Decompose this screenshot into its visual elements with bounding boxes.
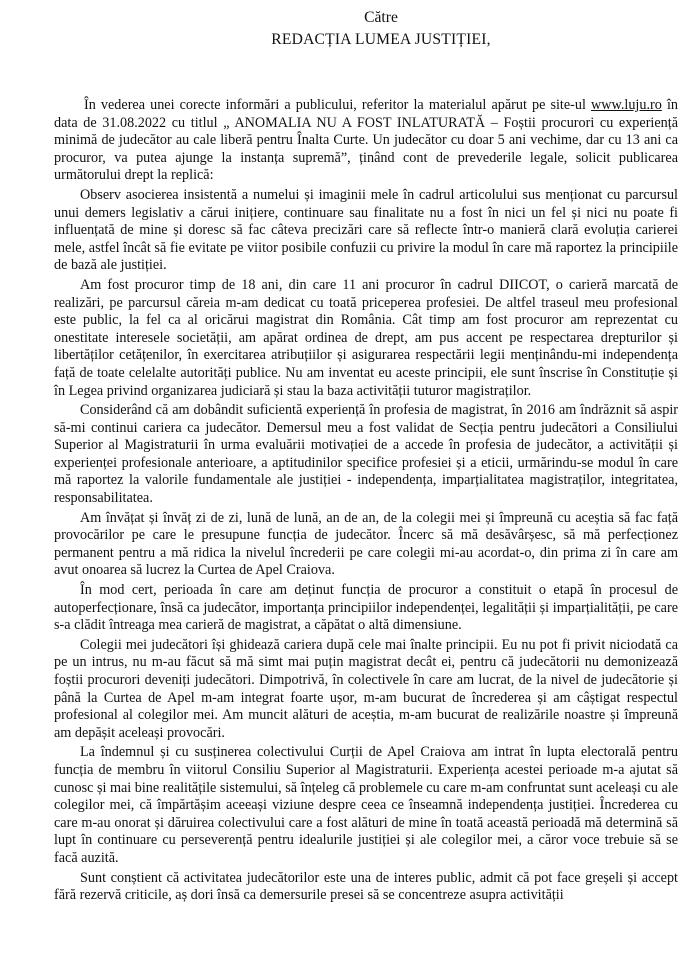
paragraph-colleagues: Colegii mei judecători își ghidează cariera după cele mai înalte principii. Eu nu pot fi privit niciodată ca pe un intrus, nu m-au făcut să mă simt mai puțin magistrat decât ei, pentru că judecătorii nu demonizează foștii procurori deveniți judecători. Dimpotrivă, în colectivele în care am lucrat, de la nivel de judecătorie și până la Curtea de Apel m-am integrat foarte ușor, m-am bucurat de încrederea și am câștigat respectul profesional al colegilor mei. Am muncit alături de aceștia, m-am bucurat de realizările noastre și împreună am depășit aceleași provocări. bbox=[54, 636, 678, 741]
paragraph-election: La îndemnul și cu susținerea colectivului Curții de Apel Craiova am intrat în lupta electorală pentru funcția de membru în viitorul Consiliu Superior al Magistraturii. Experiența acestei perioade m-a ajutat să cunosc și mai bine realitățile sistemului, să înțeleg că problemele cu care m-am confruntat sunt aceleași cu ale colegilor mei, că împărtășim aceeași viziune despre ceea ce înseamnă independența justiției. Încrederea cu care m-au onorat și dăruirea colectivului care a fost alături de mine în toată această perioadă mă determină să lupt în continuare cu perseverență pentru idealurile justiției și ale colegilor mei, a căror voce trebuie să se facă auzită. bbox=[54, 744, 679, 866]
intro-paragraph bbox=[54, 97, 678, 185]
paragraph-judge-transition: Considerând că am dobândit suficientă experiență în profesia de magistrat, în 2016 am îndrăznit să aspir să-mi continui cariera ca judecător. Demersul meu a fost validat de Secția pentru judecători a Consiliului Superior al Magistraturii în urma evaluării motivației de a accede în profesia de judecător, a activității și experienței profesionale anterioare, a aptitudinilor specifice profesiei și a eticii, urmărindu-se modul în care mă raportez la valorile fundamentale ale justiției - independența, imparțialitatea magistraților, integritatea, responsabilitatea. bbox=[54, 402, 678, 507]
letter-header bbox=[54, 8, 678, 50]
recipient-name: REDACȚIA LUMEA JUSTIȚIEI, bbox=[271, 31, 491, 48]
intro-text-end: în data de 31.08.2022 cu titlul „ ANOMALIA NU A FOST INLATURATĂ – Foștii procurori cu experiență minimă de judecător au cale liberă pentru Înalta Curte. Un judecător cu doar 5 ani vechime, dar cu 13 ani ca procuror, va putea ajunge la instanța supremă”, ținând cont de prevederile legale, solicit publicarea următorului drept la replică: bbox=[54, 97, 678, 184]
paragraph-public-interest: Sunt conștient că activitatea judecătorilor este una de interes public, admit că pot face greșeli și accept fără rezervă criticile, aș dori însă ca demersurile presei să se concentreze asupra activității bbox=[54, 869, 678, 904]
paragraph-prosecutor-career: Am fost procuror timp de 18 ani, din care 11 ani procuror în cadrul DIICOT, o carieră marcată de realizări, pe parcursul căreia m-am dedicat cu toată priceperea profesiei. De altfel traseul meu profesional este public, la fel ca al oricărui magistrat din România. Cât timp am fost procuror am reprezentat cu onestitate interesele societății, am apărat ordinea de drept, am pus accent pe respectarea drepturilor și libertăților cetățenilor, în exercitarea atribuțiilor și asigurarea respectării legii menținându-mi independența față de toate celelalte autorități publice. Nu am inventat eu aceste principii, ele sunt înscrise în Constituție și în Legea privind organizarea judiciară și stau la baza activității tuturor magistraților. bbox=[54, 276, 678, 399]
intro-text-start: În vederea unei corecte informări a publicului, referitor la materialul apărut pe site-ul bbox=[84, 97, 592, 113]
letter-body bbox=[54, 97, 678, 905]
paragraph-self-improvement: În mod cert, perioada în care am deținut funcția de procuror a constituit o etapă în procesul de autoperfecționare, însă ca judecător, importanța principiilor independenței, legalității și imparțialității, pe care s-a clădit întreaga mea carieră de magistrat, a căpătat o altă dimensiune. bbox=[54, 582, 678, 634]
paragraph-learning: Am învățat și învăț zi de zi, lună de lună, an de an, de la colegii mei și împreună cu aceștia să fac față provocărilor pe care le presupune funcția de judecător. Încerc să mă desăvârșesc, să mă perfecționez permanent pentru a mă ridica la nivelul încrederii pe care colegii mi-au acordat-o, din prima zi în care am avut onoarea să lucrez la Curtea de Apel Craiova. bbox=[54, 509, 678, 579]
paragraph-association: Observ asocierea insistentă a numelui și imaginii mele în cadrul articolului sus menționat cu parcursul unui demers legislativ a cărui inițiere, continuare sau finalitate nu a fost în nici un fel și nici nu poate fi influențată de mine și doresc să fac câteva precizări care să reflecte într-o manieră clară evoluția carierei mele, astfel încât să fie evitate pe viitor posibile confuzii cu privire la modul în care mă raportez la principiile de bază ale justiției. bbox=[54, 186, 678, 274]
site-link[interactable]: www.luju.ro bbox=[591, 97, 662, 113]
recipient-label: Către bbox=[364, 9, 398, 26]
